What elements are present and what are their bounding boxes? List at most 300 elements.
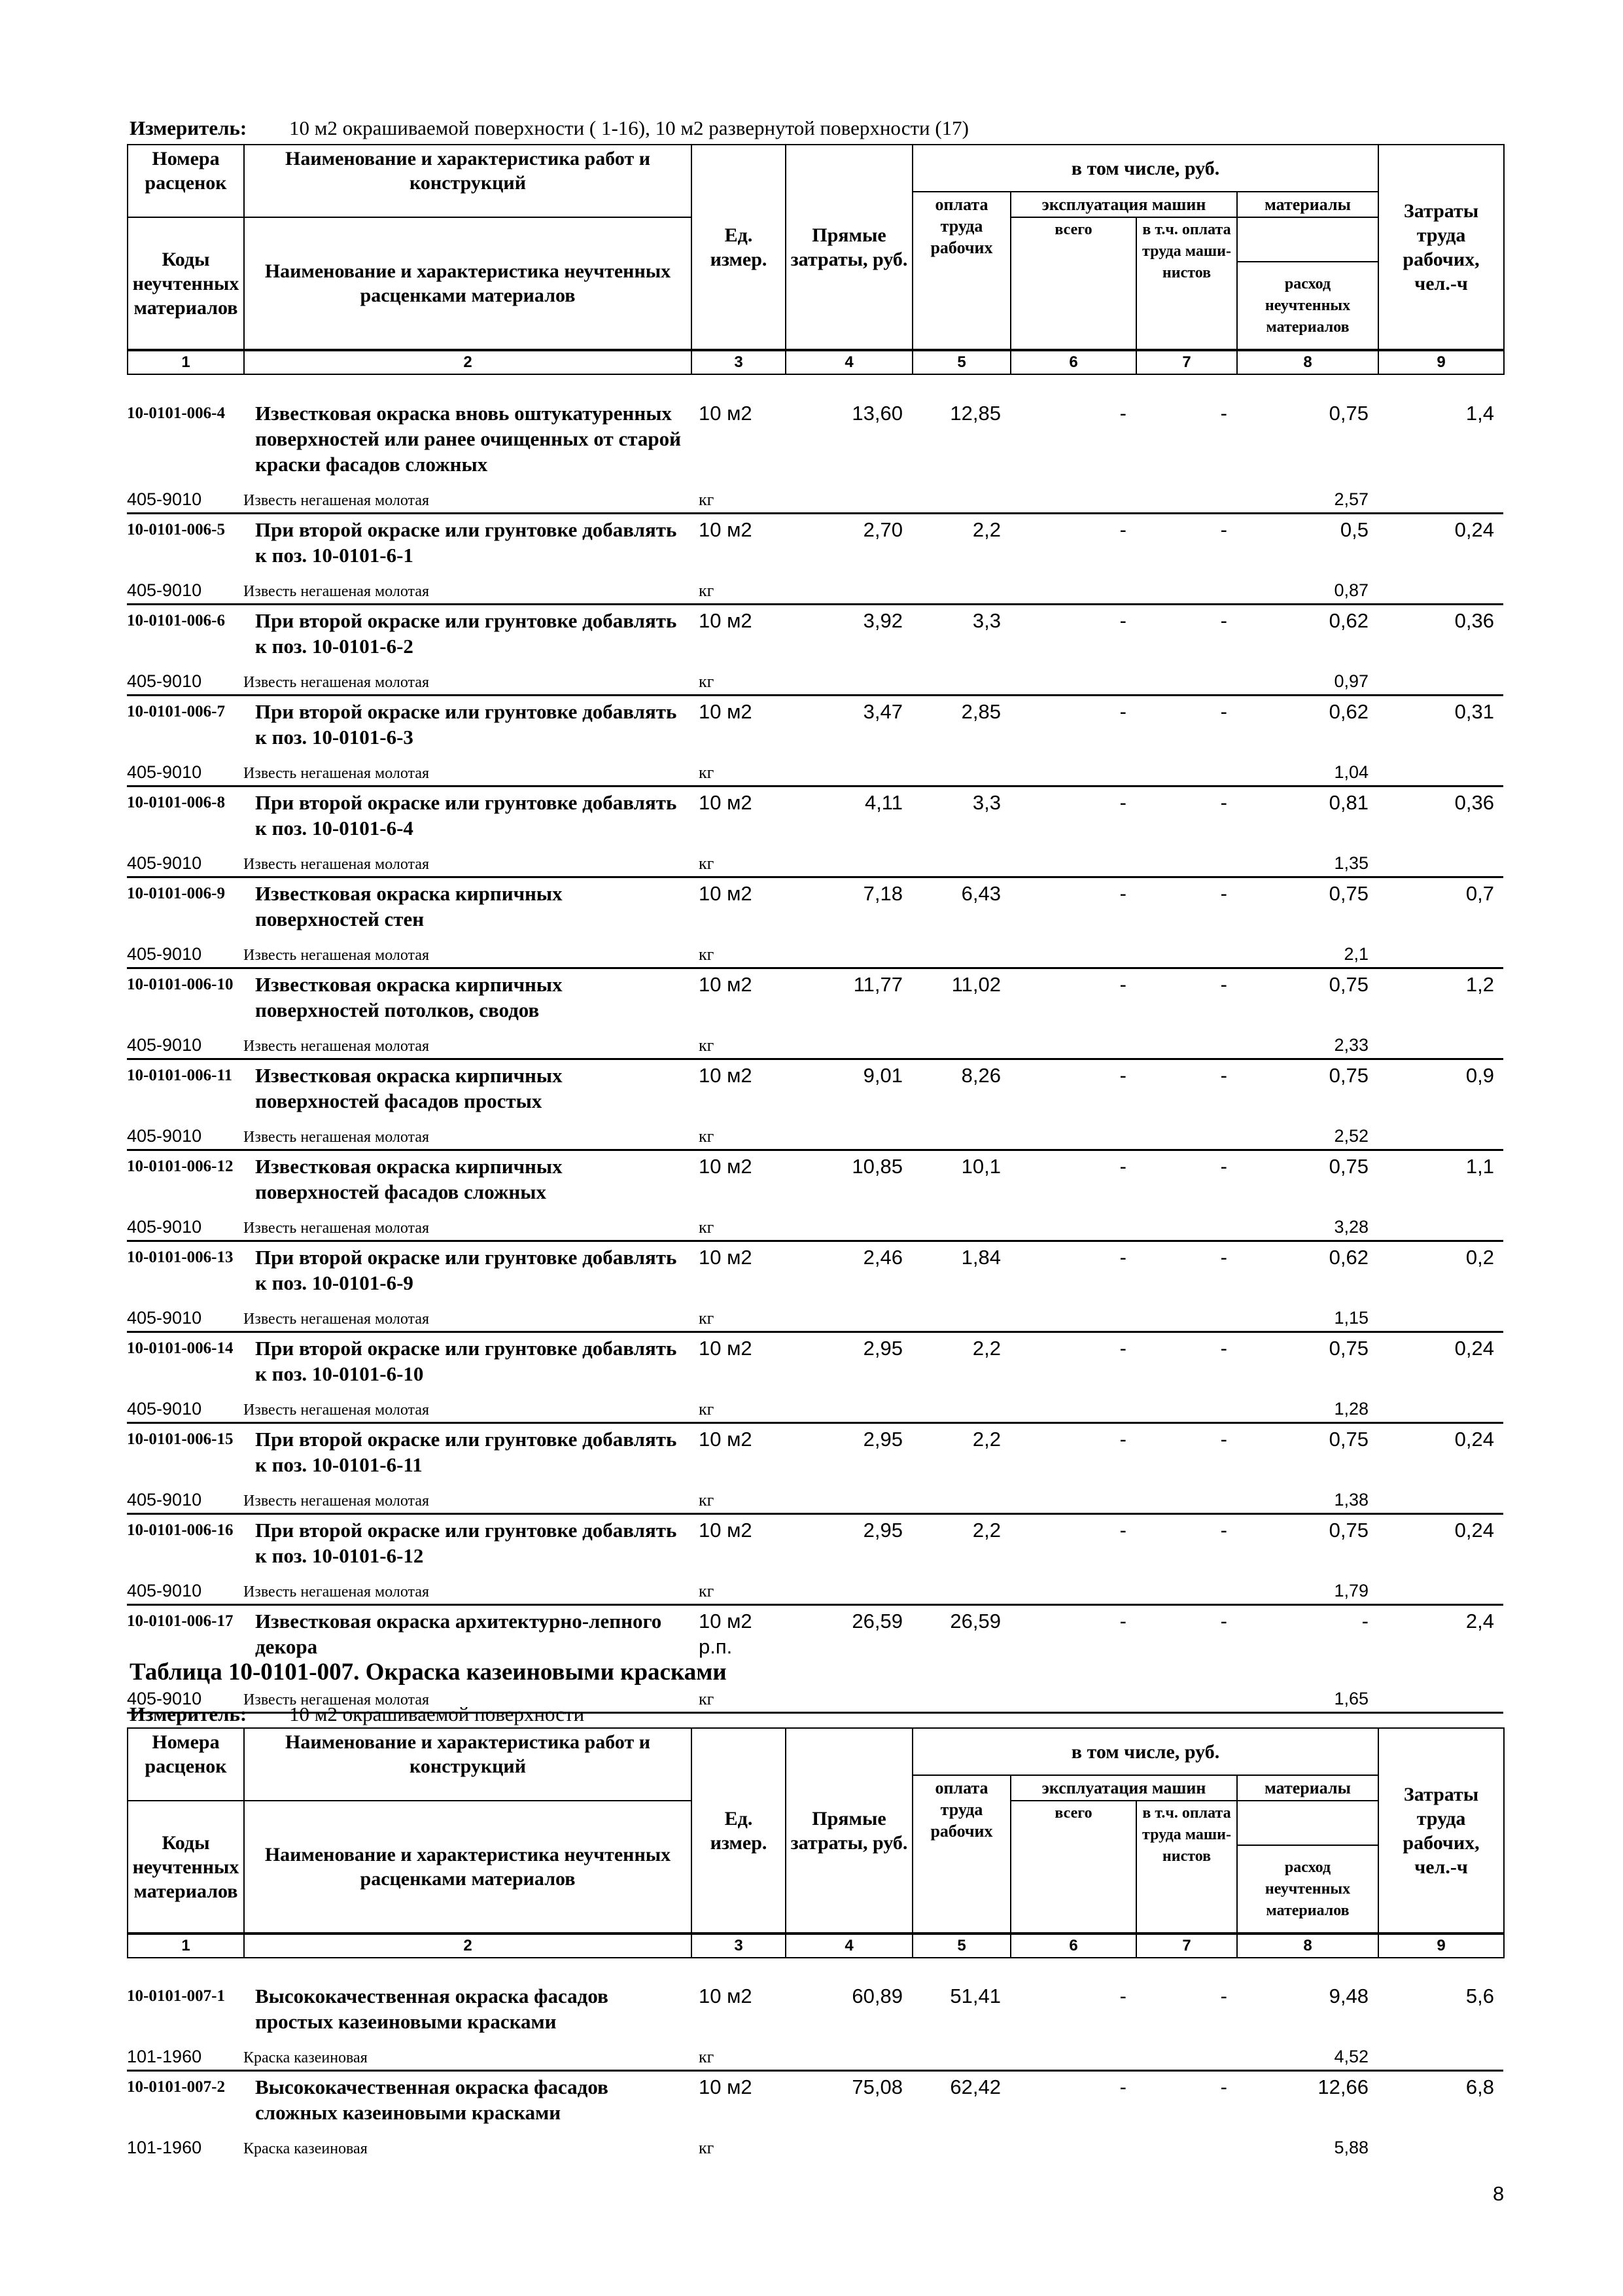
- material-code: 101-1960: [127, 2138, 202, 2157]
- rate-row: [127, 1332, 1503, 1392]
- material-qty: 1,38: [1236, 1483, 1378, 1514]
- rate-unit: 10 м2: [699, 2075, 752, 2098]
- materials-cost: 0,75: [1329, 1064, 1369, 1087]
- material-name: Известь негашеная молотая: [243, 1210, 691, 1241]
- col-number: 1: [128, 350, 244, 374]
- material-unit: кг: [691, 1028, 785, 1059]
- empty-cell: [1378, 664, 1503, 696]
- rate-name: Известковая окраска кирпичных поверхностей фасадов сложных: [255, 1155, 563, 1203]
- material-row: [127, 1210, 1503, 1241]
- machine-total: -: [1119, 1985, 1126, 2007]
- rate-unit: 10 м2: [699, 518, 752, 541]
- labor-pay: 11,02: [951, 973, 1001, 996]
- header-direct: Прямые затраты, руб.: [786, 145, 913, 350]
- material-code: 405-9010: [127, 1392, 243, 1423]
- empty-cell: [1378, 1574, 1503, 1605]
- material-row: [127, 2040, 1503, 2071]
- rate-code: 10-0101-006-13: [127, 1248, 234, 1266]
- labor-hours: 0,2: [1465, 1246, 1494, 1269]
- material-name: Известь негашеная молотая: [243, 1392, 691, 1423]
- col-number: 8: [1237, 350, 1378, 374]
- machine-labor: -: [1220, 609, 1227, 632]
- machine-labor: -: [1220, 1337, 1227, 1360]
- col-number: 7: [1136, 1934, 1237, 1958]
- materials-cost: -: [1361, 1610, 1369, 1633]
- empty-cell: [1378, 1210, 1503, 1241]
- direct-cost: 3,92: [863, 609, 903, 632]
- material-code: 101-1960: [127, 2040, 243, 2071]
- material-name: Известь негашеная молотая: [243, 664, 691, 696]
- empty-cell: [785, 1119, 1236, 1150]
- materials-cost: 0,75: [1329, 1155, 1369, 1178]
- header-machines: эксплуатация машин: [1011, 192, 1237, 217]
- header-mach-total: всего: [1011, 1801, 1136, 1934]
- material-qty: 5,88: [1334, 2138, 1369, 2157]
- header-name-work: Наименование и характеристика работ и конструкций: [244, 145, 691, 217]
- direct-cost: 60,89: [852, 1985, 903, 2007]
- labor-hours: 1,1: [1465, 1155, 1494, 1178]
- rate-row: [127, 514, 1503, 574]
- machine-labor: -: [1220, 1155, 1227, 1178]
- material-name: Краска казеиновая: [243, 2140, 368, 2157]
- labor-pay: 26,59: [950, 1610, 1001, 1633]
- machine-total: -: [1119, 700, 1126, 723]
- materials-cost: 12,66: [1318, 2075, 1369, 2098]
- material-unit: кг: [691, 1682, 785, 1713]
- rate-name: Известковая окраска вновь оштукатуренных поверхностей или ранее очищенных от старой краски фасадов сложных: [255, 402, 681, 476]
- machine-labor: -: [1220, 1519, 1227, 1542]
- rate-name: При второй окраске или грунтовке добавлять к поз. 10-0101-6-11: [255, 1428, 677, 1476]
- col-number: 5: [913, 350, 1011, 374]
- rate-row: [127, 968, 1503, 1029]
- direct-cost: 3,47: [863, 700, 903, 723]
- rate-name: При второй окраске или грунтовке добавлять к поз. 10-0101-6-2: [255, 609, 677, 658]
- machine-labor: -: [1220, 882, 1227, 905]
- header-nomera: Номера расценок: [128, 145, 244, 217]
- machine-total: -: [1119, 973, 1126, 996]
- machine-total: -: [1119, 518, 1126, 541]
- labor-pay: 2,2: [972, 1337, 1001, 1360]
- labor-pay: 2,2: [972, 1519, 1001, 1542]
- rate-unit: 10 м2: [699, 1519, 752, 1542]
- material-code: 405-9010: [127, 482, 243, 514]
- material-name: Известь негашеная молотая: [243, 482, 691, 514]
- rate-unit: 10 м2: [699, 791, 752, 814]
- rate-row: [127, 1981, 1503, 2040]
- labor-pay: 1,84: [961, 1246, 1001, 1269]
- machine-labor: -: [1220, 518, 1227, 541]
- labor-pay: 6,43: [961, 882, 1001, 905]
- col-number: 9: [1378, 1934, 1504, 1958]
- header-materials: материалы: [1237, 1775, 1378, 1801]
- direct-cost: 10,85: [852, 1155, 903, 1178]
- material-code: 405-9010: [127, 846, 243, 877]
- material-unit: кг: [691, 1392, 785, 1423]
- header-name-work: Наименование и характеристика работ и конструкций: [244, 1728, 691, 1801]
- labor-pay: 2,2: [972, 1428, 1001, 1451]
- material-row: [127, 1483, 1503, 1514]
- material-name: Краска казеиновая: [243, 2040, 691, 2071]
- material-qty: 4,52: [1236, 2040, 1378, 2071]
- machine-labor: -: [1220, 1428, 1227, 1451]
- rate-row: [127, 877, 1503, 938]
- rate-unit: 10 м2: [699, 609, 752, 632]
- labor-hours: 0,24: [1454, 518, 1494, 541]
- empty-cell: [785, 482, 1236, 514]
- header-name-mat: Наименование и характеристика неучтенных расценками материалов: [244, 1801, 691, 1934]
- rate-row: [127, 696, 1503, 756]
- material-name: Известь негашеная молотая: [243, 1574, 691, 1605]
- labor-hours: 2,4: [1465, 1610, 1494, 1633]
- col-number: 2: [244, 350, 691, 374]
- labor-hours: 6,8: [1465, 2075, 1494, 2098]
- rate-code: 10-0101-006-17: [127, 1612, 234, 1630]
- labor-hours: 1,2: [1465, 973, 1494, 996]
- material-unit: кг: [691, 1210, 785, 1241]
- direct-cost: 75,08: [852, 2075, 903, 2098]
- materials-cost: 0,75: [1329, 973, 1369, 996]
- header-table-1: [127, 144, 1505, 375]
- materials-cost: 0,5: [1340, 518, 1369, 541]
- header-materials: материалы: [1237, 192, 1378, 217]
- direct-cost: 2,46: [863, 1246, 903, 1269]
- rate-unit: 10 м2: [699, 1155, 752, 1178]
- rate-unit: 10 м2: [699, 402, 752, 425]
- rate-code: 10-0101-007-2: [127, 2078, 225, 2096]
- material-code: 405-9010: [127, 573, 243, 605]
- material-unit: кг: [691, 1119, 785, 1150]
- materials-cost: 0,62: [1329, 700, 1369, 723]
- header-labor: Затраты труда рабочих, чел.-ч: [1378, 145, 1504, 350]
- rate-code: 10-0101-006-10: [127, 976, 234, 993]
- material-qty: 1,15: [1236, 1301, 1378, 1332]
- material-name: Известь негашеная молотая: [243, 846, 691, 877]
- machine-total: -: [1119, 1155, 1126, 1178]
- rate-name: При второй окраске или грунтовке добавлять к поз. 10-0101-6-9: [255, 1246, 677, 1294]
- material-qty: 2,33: [1236, 1028, 1378, 1059]
- materials-cost: 0,62: [1329, 1246, 1369, 1269]
- materials-cost: 9,48: [1329, 1985, 1369, 2007]
- materials-cost: 0,75: [1329, 402, 1369, 425]
- page-number: 8: [1493, 2182, 1505, 2205]
- material-row: [127, 482, 1503, 514]
- empty-cell: [1378, 1028, 1503, 1059]
- empty-cell: [785, 2040, 1236, 2071]
- col-number: 3: [691, 350, 786, 374]
- machine-total: -: [1119, 1064, 1126, 1087]
- rate-unit: 10 м2 р.п.: [699, 1610, 752, 1658]
- empty-cell: [785, 573, 1236, 605]
- machine-total: -: [1119, 2075, 1126, 2098]
- labor-hours: 0,36: [1454, 791, 1494, 814]
- material-qty: 1,35: [1236, 846, 1378, 877]
- header-codes: Коды неучтенных материалов: [128, 1801, 244, 1934]
- direct-cost: 13,60: [852, 402, 903, 425]
- material-name: Известь негашеная молотая: [243, 1028, 691, 1059]
- price-table-1: [127, 398, 1503, 1714]
- col-number: 4: [786, 1934, 913, 1958]
- rate-code: 10-0101-006-9: [127, 885, 225, 902]
- machine-labor: -: [1220, 2075, 1227, 2098]
- rate-row: [127, 1059, 1503, 1120]
- labor-hours: 0,9: [1465, 1064, 1494, 1087]
- rate-name: При второй окраске или грунтовке добавлять к поз. 10-0101-6-1: [255, 518, 677, 567]
- material-unit: кг: [699, 2138, 714, 2157]
- material-qty: 1,79: [1236, 1574, 1378, 1605]
- materials-cost: 0,75: [1329, 1337, 1369, 1360]
- machine-labor: -: [1220, 1985, 1227, 2007]
- rate-code: 10-0101-006-5: [127, 521, 225, 539]
- empty-cell: [1378, 937, 1503, 968]
- labor-hours: 0,24: [1454, 1519, 1494, 1542]
- labor-hours: 0,24: [1454, 1428, 1494, 1451]
- col-number: 1: [128, 1934, 244, 1958]
- rate-code: 10-0101-007-1: [127, 1987, 225, 2005]
- material-code: 405-9010: [127, 1210, 243, 1241]
- col-number: 2: [244, 1934, 691, 1958]
- material-unit: кг: [691, 573, 785, 605]
- material-code: 405-9010: [127, 755, 243, 786]
- direct-cost: 2,95: [863, 1428, 903, 1451]
- header-mat-consumption: расход неучтенных материалов: [1237, 262, 1378, 350]
- material-row: [127, 846, 1503, 877]
- material-qty: 0,97: [1236, 664, 1378, 696]
- rate-unit: 10 м2: [699, 973, 752, 996]
- labor-hours: 0,24: [1454, 1337, 1494, 1360]
- material-code: 405-9010: [127, 1028, 243, 1059]
- meter-value: 10 м2 окрашиваемой поверхности: [289, 1703, 585, 1725]
- material-code: 405-9010: [127, 1301, 243, 1332]
- header-mat-consumption: расход неучтенных материалов: [1237, 1845, 1378, 1934]
- header-name-mat: Наименование и характеристика неучтенных расценками материалов: [244, 217, 691, 350]
- header-incl: в том числе, руб.: [913, 145, 1378, 192]
- rate-row: [127, 1150, 1503, 1210]
- material-row: [127, 1392, 1503, 1423]
- machine-total: -: [1119, 402, 1126, 425]
- material-row: [127, 573, 1503, 605]
- meter-label: Измеритель:: [130, 116, 247, 139]
- empty-cell: [1378, 1119, 1503, 1150]
- labor-pay: 51,41: [950, 1985, 1001, 2007]
- rate-unit: 10 м2: [699, 1337, 752, 1360]
- empty-cell: [785, 1301, 1236, 1332]
- rate-row: [127, 398, 1503, 482]
- header-machines: эксплуатация машин: [1011, 1775, 1237, 1801]
- machine-total: -: [1119, 1519, 1126, 1542]
- rate-name: При второй окраске или грунтовке добавлять к поз. 10-0101-6-3: [255, 700, 677, 749]
- empty-cell: [785, 937, 1236, 968]
- labor-pay: 62,42: [950, 2075, 1001, 2098]
- material-row: [127, 1028, 1503, 1059]
- labor-hours: 0,36: [1454, 609, 1494, 632]
- material-row: [127, 1574, 1503, 1605]
- material-unit: кг: [691, 1574, 785, 1605]
- empty-cell: [785, 1574, 1236, 1605]
- material-row: [127, 755, 1503, 786]
- header-labor: Затраты труда рабочих, чел.-ч: [1378, 1728, 1504, 1934]
- material-qty: 1,65: [1236, 1682, 1378, 1713]
- material-qty: 2,57: [1236, 482, 1378, 514]
- material-unit: кг: [691, 664, 785, 696]
- col-number: 8: [1237, 1934, 1378, 1958]
- rate-unit: 10 м2: [699, 1428, 752, 1451]
- header-mach-total: всего: [1011, 217, 1136, 350]
- direct-cost: 9,01: [863, 1064, 903, 1087]
- rate-code: 10-0101-006-8: [127, 794, 225, 811]
- header-incl: в том числе, руб.: [913, 1728, 1378, 1775]
- empty-cell: [1378, 755, 1503, 786]
- direct-cost: 4,11: [864, 791, 903, 814]
- col-number: 7: [1136, 350, 1237, 374]
- meter-line: [130, 1703, 584, 1726]
- rate-name: Известковая окраска кирпичных поверхностей потолков, сводов: [255, 973, 563, 1021]
- material-row: [127, 937, 1503, 968]
- material-qty: 1,04: [1236, 755, 1378, 786]
- empty-cell: [1378, 1682, 1503, 1713]
- direct-cost: 2,95: [863, 1337, 903, 1360]
- material-name: Известь негашеная молотая: [243, 1301, 691, 1332]
- header-mat-blank: [1237, 1801, 1378, 1845]
- rate-row: [127, 2071, 1503, 2131]
- empty-cell: [785, 755, 1236, 786]
- materials-cost: 0,75: [1329, 882, 1369, 905]
- rate-unit: 10 м2: [699, 700, 752, 723]
- rate-row: [127, 1514, 1503, 1574]
- empty-cell: [785, 1210, 1236, 1241]
- header-nomera: Номера расценок: [128, 1728, 244, 1801]
- machine-labor: -: [1220, 1246, 1227, 1269]
- material-code: 405-9010: [127, 1574, 243, 1605]
- rate-row: [127, 1241, 1503, 1301]
- rate-name: При второй окраске или грунтовке добавлять к поз. 10-0101-6-4: [255, 791, 677, 839]
- machine-labor: -: [1220, 973, 1227, 996]
- empty-cell: [1378, 573, 1503, 605]
- col-number: 3: [691, 1934, 786, 1958]
- col-number: 5: [913, 1934, 1011, 1958]
- header-labor-pay: оплата труда рабочих: [913, 1775, 1011, 1934]
- material-code: 405-9010: [127, 1483, 243, 1514]
- header-table-2: [127, 1727, 1505, 1958]
- machine-labor: -: [1220, 1064, 1227, 1087]
- rate-name: При второй окраске или грунтовке добавлять к поз. 10-0101-6-10: [255, 1337, 677, 1385]
- rate-row: [127, 1605, 1503, 1665]
- material-name: Известь негашеная молотая: [243, 755, 691, 786]
- material-name: Известь негашеная молотая: [243, 1483, 691, 1514]
- empty-cell: [1378, 2040, 1503, 2071]
- direct-cost: 2,70: [863, 518, 903, 541]
- empty-cell: [785, 1392, 1236, 1423]
- rate-code: 10-0101-006-4: [127, 404, 225, 422]
- rate-name: Известковая окраска кирпичных поверхностей стен: [255, 882, 563, 930]
- col-number: 4: [786, 350, 913, 374]
- material-unit: кг: [691, 2040, 785, 2071]
- material-name: Известь негашеная молотая: [243, 1682, 691, 1713]
- empty-cell: [785, 846, 1236, 877]
- direct-cost: 7,18: [863, 882, 903, 905]
- material-code: 405-9010: [127, 1119, 243, 1150]
- rate-unit: 10 м2: [699, 882, 752, 905]
- header-unit: Ед. измер.: [691, 1728, 786, 1934]
- materials-cost: 0,75: [1329, 1519, 1369, 1542]
- material-qty: 2,1: [1236, 937, 1378, 968]
- material-name: Известь негашеная молотая: [243, 1119, 691, 1150]
- direct-cost: 2,95: [863, 1519, 903, 1542]
- rate-unit: 10 м2: [699, 1985, 752, 2007]
- empty-cell: [1378, 482, 1503, 514]
- machine-total: -: [1119, 791, 1126, 814]
- rate-row: [127, 605, 1503, 665]
- labor-pay: 10,1: [961, 1155, 1001, 1178]
- rate-name: Высококачественная окраска фасадов сложных казеиновыми красками: [255, 2075, 608, 2124]
- header-mat-blank: [1237, 217, 1378, 262]
- materials-cost: 0,81: [1329, 791, 1369, 814]
- material-code: 405-9010: [127, 1682, 243, 1713]
- machine-total: -: [1119, 882, 1126, 905]
- direct-cost: 26,59: [852, 1610, 903, 1633]
- empty-cell: [785, 1682, 1236, 1713]
- material-unit: кг: [691, 846, 785, 877]
- material-unit: кг: [691, 1483, 785, 1514]
- rate-unit: 10 м2: [699, 1064, 752, 1087]
- materials-cost: 0,62: [1329, 609, 1369, 632]
- material-row: [127, 1119, 1503, 1150]
- header-mach-labor: в т.ч. оплата труда маши-нистов: [1136, 1801, 1237, 1934]
- material-unit: кг: [691, 937, 785, 968]
- empty-cell: [1378, 1392, 1503, 1423]
- header-mach-labor: в т.ч. оплата труда маши-нистов: [1136, 217, 1237, 350]
- empty-cell: [1378, 1483, 1503, 1514]
- labor-pay: 12,85: [950, 402, 1001, 425]
- machine-total: -: [1119, 1610, 1126, 1633]
- labor-pay: 3,3: [972, 609, 1001, 632]
- rate-code: 10-0101-006-11: [127, 1067, 233, 1084]
- material-unit: кг: [691, 482, 785, 514]
- machine-labor: -: [1220, 402, 1227, 425]
- material-row: [127, 1301, 1503, 1332]
- material-unit: кг: [691, 755, 785, 786]
- empty-cell: [785, 1483, 1236, 1514]
- labor-pay: 8,26: [961, 1064, 1001, 1087]
- machine-total: -: [1119, 1246, 1126, 1269]
- direct-cost: 11,77: [853, 973, 903, 996]
- empty-cell: [1378, 2130, 1503, 2161]
- rate-code: 10-0101-006-16: [127, 1521, 234, 1539]
- header-direct: Прямые затраты, руб.: [786, 1728, 913, 1934]
- header-labor-pay: оплата труда рабочих: [913, 192, 1011, 350]
- labor-pay: 2,85: [961, 700, 1001, 723]
- empty-cell: [1378, 1301, 1503, 1332]
- meter-value: 10 м2 окрашиваемой поверхности ( 1-16), 10 м2 развернутой поверхности (17): [289, 116, 969, 139]
- header-unit: Ед. измер.: [691, 145, 786, 350]
- machine-total: -: [1119, 1337, 1126, 1360]
- col-number: 6: [1011, 350, 1136, 374]
- labor-hours: 0,7: [1465, 882, 1494, 905]
- labor-hours: 5,6: [1465, 1985, 1494, 2007]
- material-code: 405-9010: [127, 664, 243, 696]
- rate-row: [127, 786, 1503, 847]
- material-code: 405-9010: [127, 937, 243, 968]
- meter-label: Измеритель:: [130, 1703, 247, 1725]
- empty-cell: [785, 664, 1236, 696]
- rate-name: Высококачественная окраска фасадов простых казеиновыми красками: [255, 1985, 608, 2033]
- rate-code: 10-0101-006-12: [127, 1157, 234, 1175]
- materials-cost: 0,75: [1329, 1428, 1369, 1451]
- machine-labor: -: [1220, 791, 1227, 814]
- rate-name: Известковая окраска архитектурно-лепного декора: [255, 1610, 662, 1658]
- material-row: [127, 664, 1503, 696]
- labor-hours: 1,4: [1465, 402, 1494, 425]
- empty-cell: [1378, 846, 1503, 877]
